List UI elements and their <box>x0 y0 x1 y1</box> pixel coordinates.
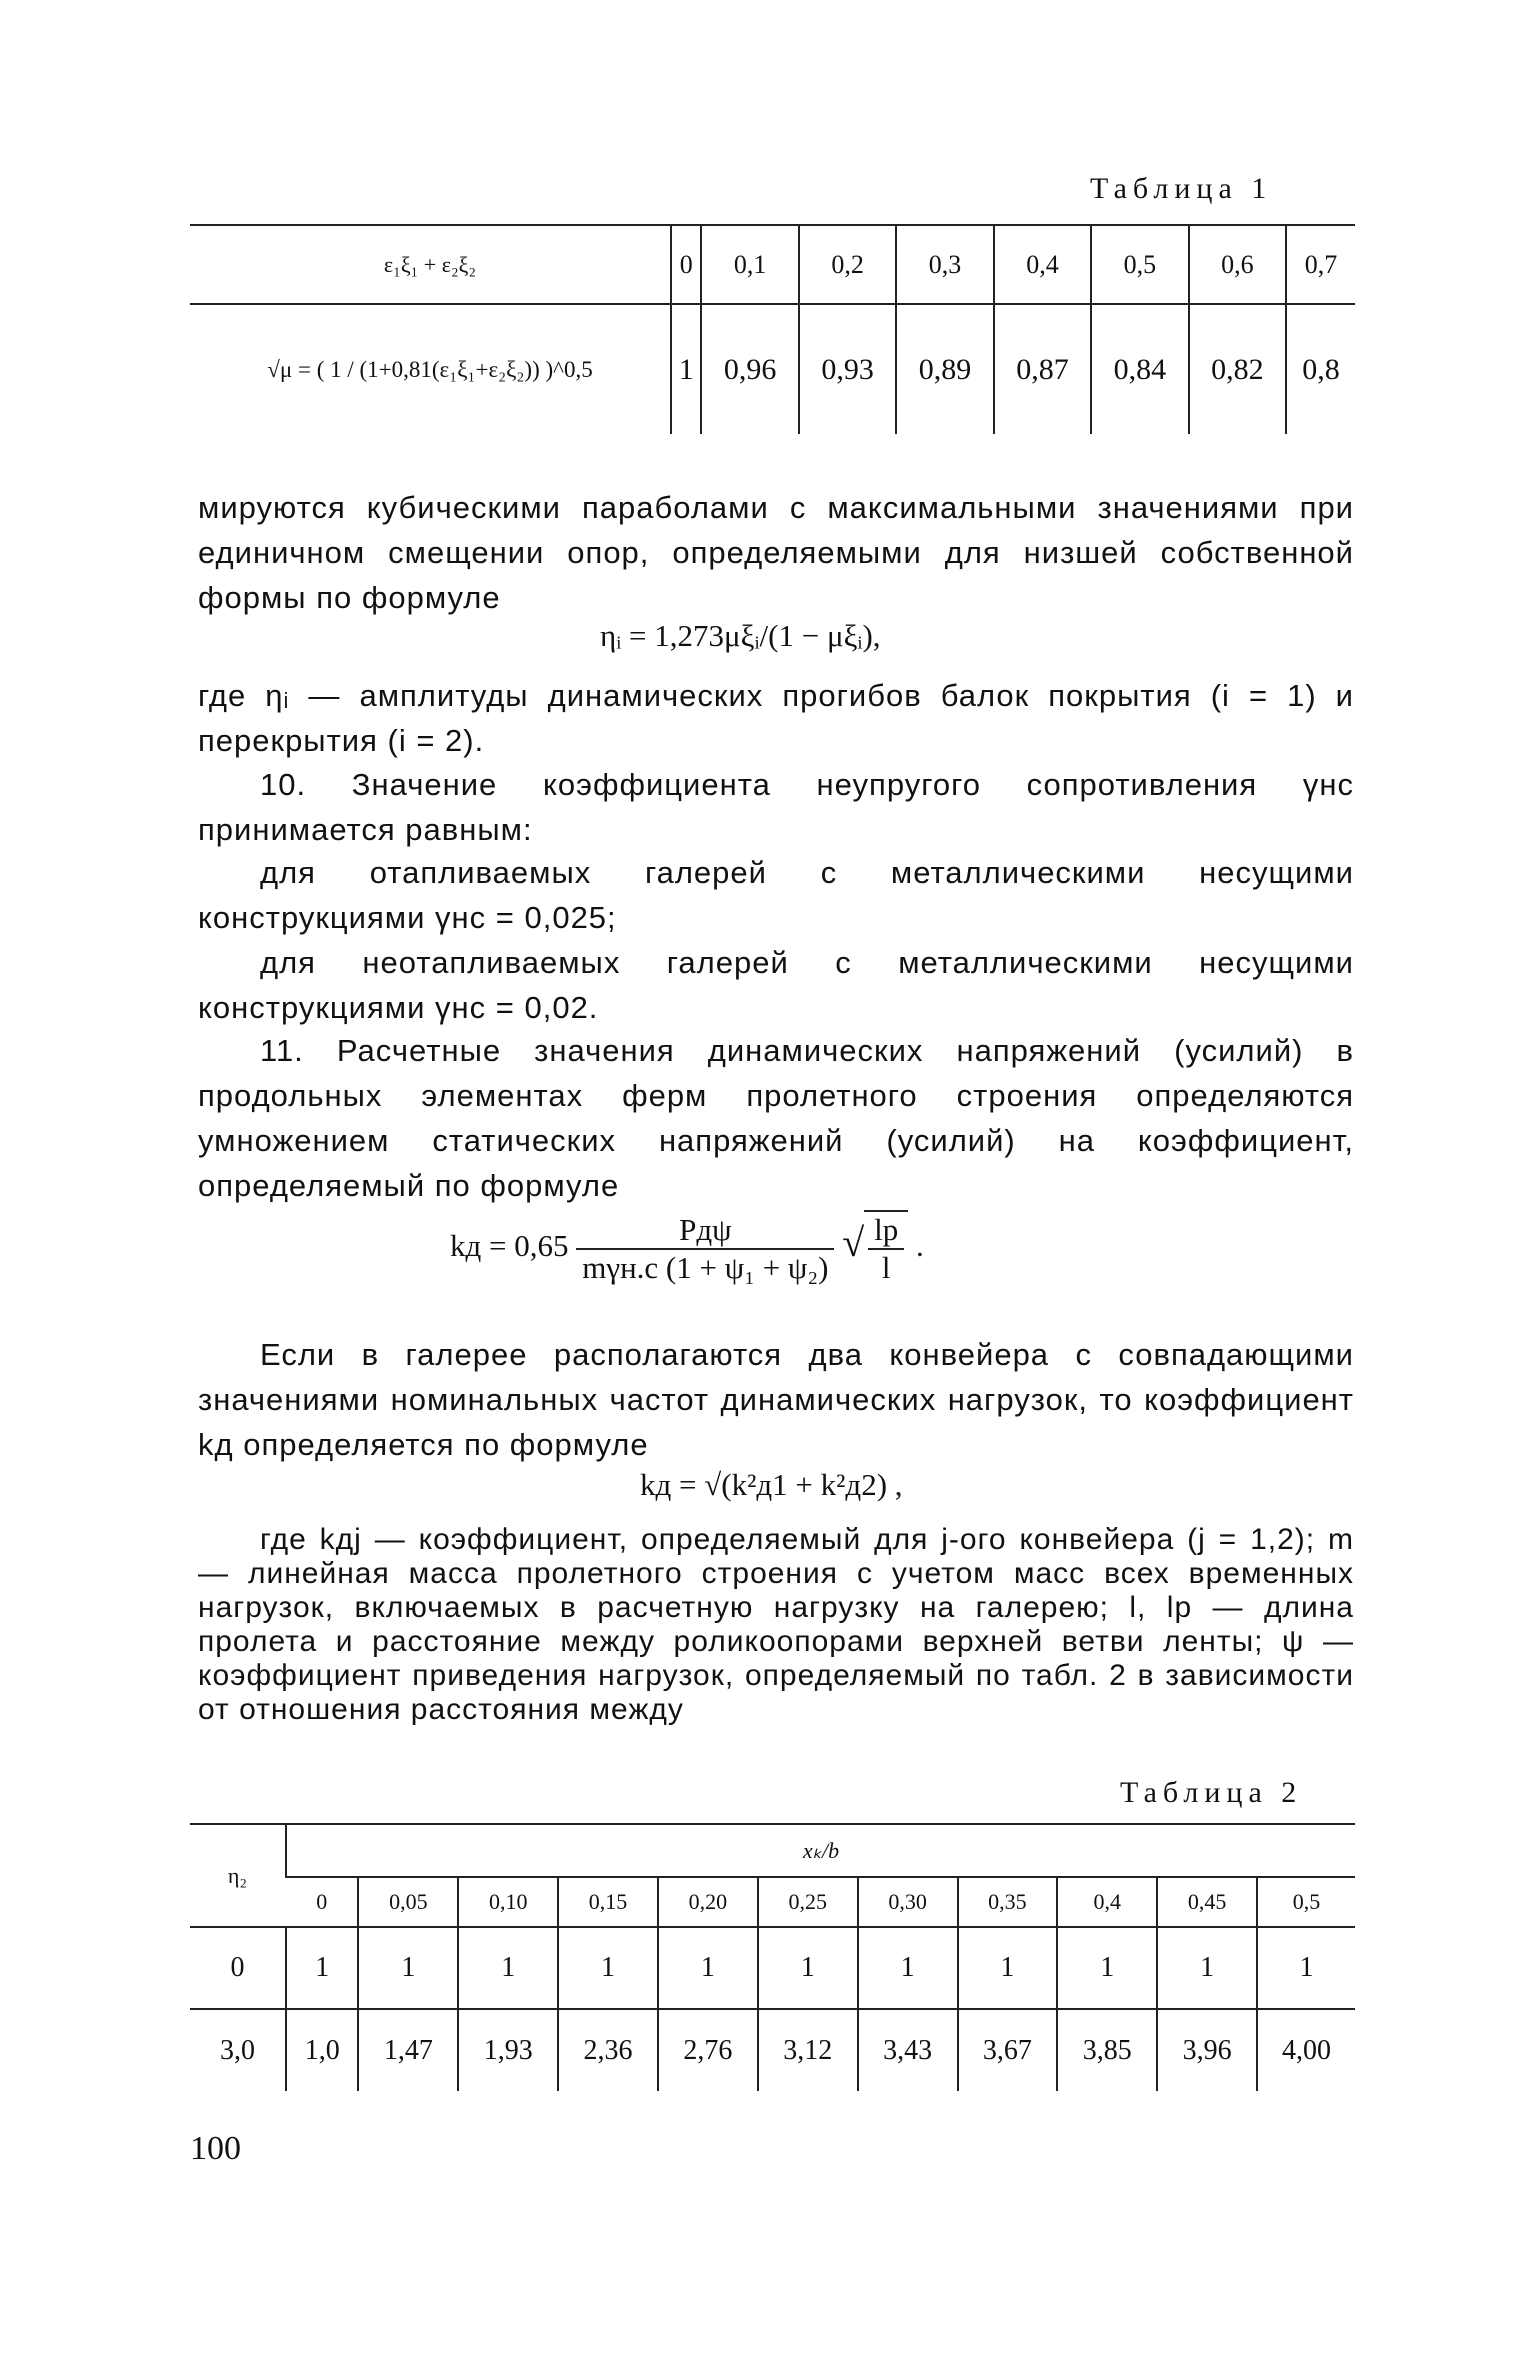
table1-caption: Таблица 1 <box>1090 172 1273 205</box>
table1-col: 0,4 <box>994 226 1091 304</box>
sqrt-icon: √ <box>842 1220 865 1266</box>
table2-col: 0,25 <box>758 1877 858 1927</box>
table2-col: 0,45 <box>1157 1877 1257 1927</box>
table2-cell: 4,00 <box>1257 2009 1355 2091</box>
table1-cell: 0,84 <box>1091 304 1188 434</box>
formula-kd-sqrt-numerator: lр <box>868 1212 904 1250</box>
table2-caption: Таблица 2 <box>1120 1776 1303 1809</box>
table2-col: 0,05 <box>358 1877 458 1927</box>
table2-col: 0,15 <box>558 1877 658 1927</box>
formula-kd-denominator: mγн.с (1 + ψ₁ + ψ₂) <box>582 1250 829 1285</box>
paragraph-5: для неотапливаемых галерей с металлическими несущими конструкциями γнс = 0,02. <box>198 945 1354 1025</box>
table2-col: 0,10 <box>458 1877 558 1927</box>
table2-col: 0,4 <box>1057 1877 1157 1927</box>
table1-cell: 0,89 <box>896 304 993 434</box>
table2-cell: 1 <box>558 1927 658 2009</box>
page-number: 100 <box>190 2130 241 2167</box>
formula-kd-sqrt-denominator: l <box>881 1250 891 1285</box>
table2-col: 0,35 <box>958 1877 1058 1927</box>
table1-cell: 0,93 <box>799 304 896 434</box>
table2 <box>190 1825 1355 2091</box>
table1-cell: 0,8 <box>1286 304 1355 434</box>
table2-cell: 1,0 <box>286 2009 358 2091</box>
paragraph-1: мируются кубическими параболами с максимальными значениями при единичном смещении опор, определяемыми для низшей собственной формы по формуле <box>198 490 1354 615</box>
paragraph-2: где ηᵢ — амплитуды динамических прогибов балок покрытия (i = 1) и перекрытия (i = 2). <box>198 678 1354 758</box>
paragraph-3: 10. Значение коэффициента неупругого сопротивления γнс принимается равным: <box>198 767 1354 847</box>
paragraph-4: для отапливаемых галерей с металлическими несущими конструкциями γнс = 0,025; <box>198 855 1354 935</box>
table2-cell: 1 <box>858 1927 958 2009</box>
table2-cell: 1 <box>286 1927 358 2009</box>
table1-cell: 0,96 <box>701 304 798 434</box>
formula-kd <box>450 1210 924 1286</box>
table2-corner: η₂ <box>190 1825 286 1927</box>
paragraph-7: Если в галерее располагаются два конвейера с совпадающими значениями номинальных частот динамических нагрузок, то коэффициент kд определяется по формуле <box>198 1337 1354 1462</box>
table2-cell: 2,76 <box>658 2009 758 2091</box>
table2-cell: 1 <box>1257 1927 1355 2009</box>
table2-cell: 3,96 <box>1157 2009 1257 2091</box>
table2-cell: 1 <box>1057 1927 1157 2009</box>
table1-row-label: √μ = ( 1 / (1+0,81(ε₁ξ₁+ε₂ξ₂)) )^0,5 <box>267 356 593 382</box>
table2-cell: 1 <box>1157 1927 1257 2009</box>
table2-cell: 1 <box>358 1927 458 2009</box>
table2-col: 0,5 <box>1257 1877 1355 1927</box>
table2-group-header: xₖ/b <box>286 1825 1355 1877</box>
table2-cell: 3,43 <box>858 2009 958 2091</box>
table2-cell: 3,85 <box>1057 2009 1157 2091</box>
table2-cell: 1 <box>958 1927 1058 2009</box>
formula-kd-numerator: Pдψ <box>576 1212 834 1250</box>
table2-cell: 2,36 <box>558 2009 658 2091</box>
formula-kd-lhs: kд = 0,65 <box>450 1228 569 1264</box>
paragraph-8: где kдj — коэффициент, определяемый для j-ого конвейера (j = 1,2); m — линейная масса пролетного строения с учетом масс всех временных нагрузок, включаемых в расчетную нагрузку на галерею; l, lр — длина пролета и расстояние между роликоопорами верхней ветви ленты; ψ — коэффициент приведения нагрузок, определяемый по табл. 2 в зависимости от отношения расстояния между <box>198 1523 1354 1726</box>
table1-col: 0,3 <box>896 226 993 304</box>
table1-cell: 0,87 <box>994 304 1091 434</box>
table2-cell: 1 <box>758 1927 858 2009</box>
table1-col: 0,1 <box>701 226 798 304</box>
table2-col: 0,30 <box>858 1877 958 1927</box>
table2-cell: 3,12 <box>758 2009 858 2091</box>
table1-col: 0,5 <box>1091 226 1188 304</box>
table1-col: 0,6 <box>1189 226 1286 304</box>
table1-cell: 0,82 <box>1189 304 1286 434</box>
table1-col: 0 <box>671 226 701 304</box>
table2-cell: 1 <box>658 1927 758 2009</box>
table2-col: 0 <box>286 1877 358 1927</box>
formula-kd-fraction <box>576 1212 834 1286</box>
table2-row-label: 3,0 <box>220 2034 255 2066</box>
table2-cell: 1 <box>458 1927 558 2009</box>
paragraph-6: 11. Расчетные значения динамических напряжений (усилий) в продольных элементах ферм пролетного строения определяются умножением статических напряжений (усилий) на коэффициент, определяемый по формуле <box>198 1033 1354 1203</box>
formula-kd-sqrt <box>864 1210 908 1286</box>
table2-cell: 3,67 <box>958 2009 1058 2091</box>
table1-col: 0,2 <box>799 226 896 304</box>
formula-eta: ηᵢ = 1,273μξᵢ/(1 − μξᵢ), <box>600 618 881 653</box>
table2-cell: 1,93 <box>458 2009 558 2091</box>
formula-kd-combined: kд = √(k²д1 + k²д2) , <box>640 1467 903 1502</box>
table2-row-label: 0 <box>190 1927 286 2009</box>
table1-col: 0,7 <box>1286 226 1355 304</box>
formula-kd-end: . <box>916 1228 924 1264</box>
table1-cell: 1 <box>671 304 701 434</box>
table2-cell: 1,47 <box>358 2009 458 2091</box>
table1-row-header: ε₁ξ₁ + ε₂ξ₂ <box>190 226 671 304</box>
table1 <box>190 226 1355 434</box>
table2-col: 0,20 <box>658 1877 758 1927</box>
